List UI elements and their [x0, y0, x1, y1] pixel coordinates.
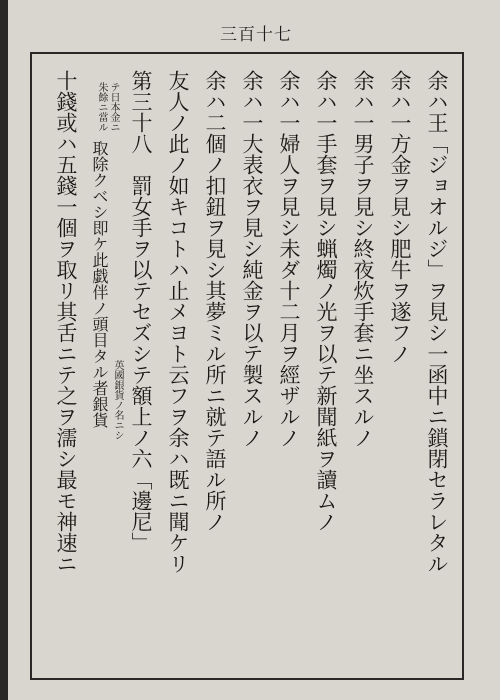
- page-number: 三百十七: [220, 25, 292, 45]
- text-line-4: 余ハ一手套ヲ見シ蝋燭ノ光ヲ以テ新聞紙ヲ讀ムノ: [314, 70, 338, 532]
- text-line-10: 取除クベシ即ケ此戯伴ノ頭目タル者銀貨: [90, 140, 109, 428]
- book-page: [8, 0, 500, 700]
- text-line-8: 友人ノ此ノ如キコトハ止メヨト云フヲ余ハ既ニ聞ケリ: [166, 70, 190, 574]
- text-line-7: 余ハ二個ノ扣鈕ヲ見シ其夢ミル所ニ就テ語ル所ノ: [203, 70, 227, 532]
- text-line-11: 十錢或ハ五錢一個ヲ取リ其舌ニテ之ヲ濡シ最モ神速ニ: [54, 70, 78, 574]
- text-line-3: 余ハ一男子ヲ見シ終夜炊手套ニ坐スルノ: [351, 70, 375, 448]
- text-line-9: 第三十八 罰女手ヲ以テセズシテ額上ノ六「邊尼」: [129, 70, 153, 553]
- text-line-6: 余ハ一大表衣ヲ見シ純金ヲ以テ製スルノ: [240, 70, 264, 448]
- annotation-coin-note: 英國銀貨ノ名ニシ: [112, 360, 123, 440]
- text-line-1: 余ハ王「ジョオルジ」ヲ見シ一函中ニ鎖閉セラレタル: [425, 70, 449, 574]
- text-line-2: 余ハ一方金ヲ見シ肥牛ヲ遂フノ: [388, 70, 412, 364]
- text-line-5: 余ハ一婦人ヲ見シ未ダ十二月ヲ經ザルノ: [277, 70, 301, 448]
- annotation-equivalent: 朱餘ニ當ル: [96, 82, 107, 132]
- annotation-japanese-money: テ日本金ニ: [108, 82, 119, 132]
